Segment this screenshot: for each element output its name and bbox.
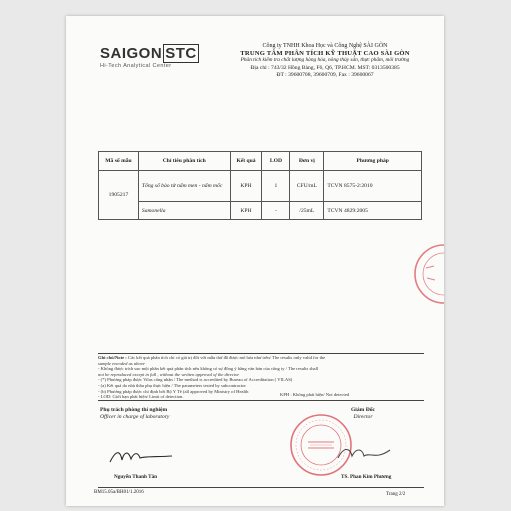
unit: CFU/mL <box>290 171 324 202</box>
director-title-en: Director <box>353 414 373 420</box>
logo-box-text: STC <box>165 45 197 62</box>
notes-label: Ghi chú/Note : <box>98 355 127 360</box>
sample-id: 1905217 <box>99 171 139 220</box>
lab-officer-name: Nguyễn Thanh Tân <box>114 474 158 480</box>
note-line: sample encoded as above <box>98 360 145 366</box>
director-title: Giám Đốc <box>350 407 376 413</box>
note-line: - (b) Phương pháp được chỉ định bởi Bộ Y Tế (all approved by Ministry of Health <box>98 388 249 394</box>
notes-divider <box>98 353 424 354</box>
result: KPH <box>230 202 262 220</box>
service-scope: Phân tích kiểm tra chất lượng hàng hóa, nông thủy sản, thực phẩm, môi trường <box>240 57 410 64</box>
note-line: - Không được trích sao một phần kết quả phân tích nếu không có sự đồng ý bằng văn bản của công ty / The results shall <box>98 366 319 372</box>
col-header: Đơn vị <box>290 152 324 171</box>
director-name: TS. Phan Kim Phương <box>341 474 392 480</box>
contact-info: ĐT : 39600708, 39600709, Fax : 39600067 <box>276 71 374 78</box>
method: TCVN 4829:2005 <box>324 202 422 220</box>
col-header: Chỉ tiêu phân tích <box>138 152 230 171</box>
table-row <box>99 171 422 202</box>
lod: 1 <box>262 171 290 202</box>
partial-stamp-icon <box>404 242 444 306</box>
lod: - <box>262 202 290 220</box>
table-row <box>99 202 422 220</box>
company-logo <box>100 46 199 69</box>
lab-officer-block <box>100 407 169 421</box>
logo-tagline: Hi-Tech Analytical Center <box>100 63 172 69</box>
company-name: Công ty TNHH Khoa Học và Công Nghệ SÀI GÒN <box>262 43 388 49</box>
signature-divider <box>98 400 424 401</box>
logo-text: SAIGON <box>100 45 163 62</box>
lab-officer-signature-icon <box>106 444 176 468</box>
parameter: Tổng số bào tử nấm men - nấm mốc <box>138 171 230 202</box>
col-header: Phương pháp <box>324 152 422 171</box>
address: Địa chỉ : 743/32 Hồng Bàng, F6, Q6, TP.HCM. MST: 0313500385 <box>250 64 400 71</box>
notes-block <box>98 355 424 400</box>
table-header-row <box>99 152 422 171</box>
report-page <box>66 16 444 506</box>
parameter: Samonella <box>138 202 230 220</box>
footer-divider <box>98 487 424 488</box>
note-line: - LOD: Giới hạn phát hiện/ Limit of detection. <box>98 394 184 400</box>
page-number: Trang 2/2 <box>386 492 406 497</box>
note-line: - (*) Phương pháp được Vilas công nhận / The method is accredited by Bureau of Accreditation ( VILAS) <box>98 377 293 383</box>
letterhead <box>210 43 440 79</box>
unit: /25mL <box>290 202 324 220</box>
center-name: TRUNG TÂM PHÂN TÍCH KỸ THUẬT CAO SÀI GÒN <box>240 50 410 58</box>
director-signature-icon <box>334 442 394 466</box>
note-line: - (a) Kết quả do nhà thầu phụ thực hiện / The parameters tested by subcontractor <box>98 382 246 388</box>
lab-officer-title: Phụ trách phòng thí nghiệm <box>100 407 168 413</box>
kph-definition: KPH : Không phát hiện/ Not detected <box>280 392 350 397</box>
results-table <box>98 151 422 220</box>
lab-officer-title-en: Officer in charge of laboratory <box>100 414 170 420</box>
method: TCVN 8575-2:2010 <box>324 171 422 202</box>
note-line: not be reproduced except in full , without the written approval of the director <box>98 371 240 377</box>
note-line: Các kết quả phân tích chỉ có giá trị đối với mẫu thử đã được mô hóa như trên/ The results only valid for the <box>128 355 326 360</box>
col-header: LOD <box>262 152 290 171</box>
col-header: Kết quả <box>230 152 262 171</box>
col-header: Mã số mẫu <box>99 152 139 171</box>
result: KPH <box>230 171 262 202</box>
form-code: BM15.05a/BH01/1.2016 <box>94 490 144 495</box>
